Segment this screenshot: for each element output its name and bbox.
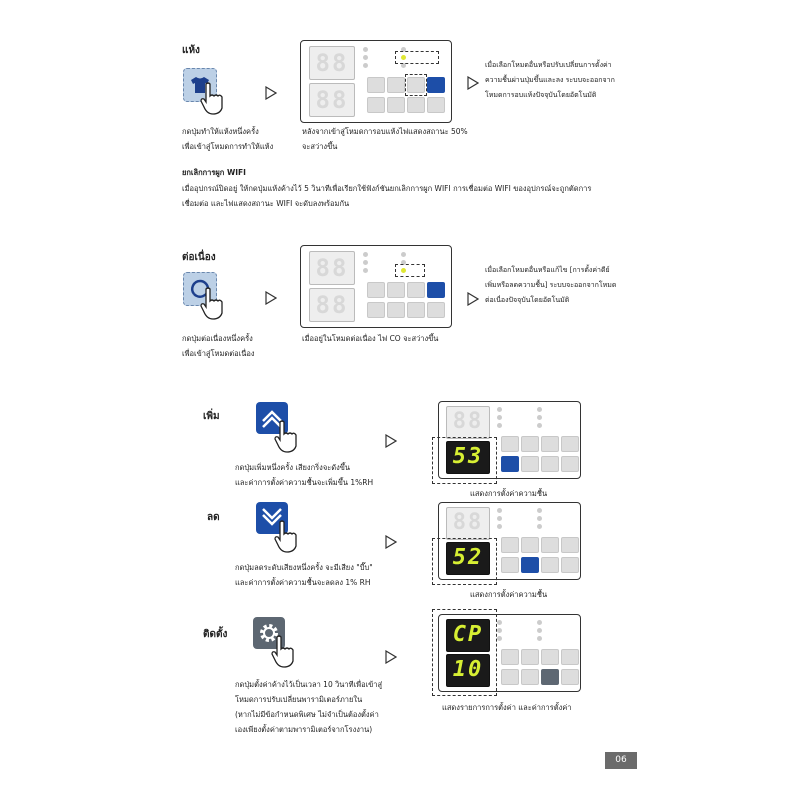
control-panel xyxy=(300,40,452,123)
settings-text xyxy=(235,677,382,737)
settings-caption: แสดงรายการการตั้งค่า และค่าการตั้งค่า xyxy=(442,703,572,712)
dry-after-text xyxy=(302,124,468,154)
text-line: หลังจากเข้าสู่โหมดการอบแห้งไฟแสดงสถานะ 50% xyxy=(302,127,468,136)
temp-display: 88 xyxy=(309,288,355,322)
down-panel-button xyxy=(521,557,539,573)
wifi-text xyxy=(182,181,652,211)
text-line: เพิ่มหรือลดความชื้น] ระบบจะออกจากโหมด xyxy=(485,281,617,289)
arrow-right-icon xyxy=(265,86,277,100)
down-title: ลด xyxy=(207,512,220,523)
text-line: กดปุ่มทำให้แห้งหนึ่งครั้ง xyxy=(182,127,259,136)
text-line: เชื่อมต่อ และไฟแสดงสถานะ WIFI จะดับลงพร้อมกัน xyxy=(182,199,350,208)
control-panel xyxy=(300,245,452,328)
dry-title: แห้ง xyxy=(182,45,200,56)
text-line: จะสว่างขึ้น xyxy=(302,142,338,151)
continuous-after-text xyxy=(302,331,438,346)
dry-press-text xyxy=(182,124,273,154)
humidity-display-off: 88 xyxy=(446,406,490,439)
up-panel-button xyxy=(501,456,519,472)
arrow-right-icon xyxy=(385,650,397,664)
dry-note xyxy=(485,58,615,103)
setting-item-display: CP xyxy=(446,619,490,652)
text-line: กดปุ่มตั้งค่าค้างไว้เป็นเวลา 10 วินาทีเพื่อเข้าสู่ xyxy=(235,680,383,689)
continuous-panel-button xyxy=(427,282,445,298)
down-caption: แสดงการตั้งค่าความชื้น xyxy=(470,590,548,599)
continuous-press-text xyxy=(182,331,255,361)
text-line: เมื่ออุปกรณ์ปิดอยู่ ให้กดปุ่มแห้งค้างไว้ 5 วินาทีเพื่อเรียกใช้ฟังก์ชันยกเลิกการผูก WIFI การเชื่อมต่อ WIFI ของอุปกรณ์จะถูกตัดการ xyxy=(182,184,592,193)
text-line: กดปุ่มเพิ่มหนึ่งครั้ง เสียงกริ่งจะดังขึ้น xyxy=(235,463,351,472)
text-line: และค่าการตั้งค่าความชื้นจะเพิ่มขึ้น 1%RH xyxy=(235,478,374,487)
arrow-right-icon xyxy=(467,292,479,306)
text-line: เมื่อเลือกโหมดอื่นหรือปรับเปลี่ยนการตั้งค่า xyxy=(485,61,612,69)
dry-panel-button xyxy=(427,77,445,93)
setting-value-display: 10 xyxy=(446,654,490,687)
text-line: ความชื้นผ่านปุ่มขึ้นและลง ระบบจะออกจาก xyxy=(485,76,615,84)
text-line: เมื่ออยู่ในโหมดต่อเนื่อง ไฟ CO จะสว่างขึ้น xyxy=(302,334,439,343)
down-text xyxy=(235,560,373,590)
hand-pointer-icon xyxy=(198,82,228,116)
arrow-right-icon xyxy=(265,291,277,305)
temp-display: 88 xyxy=(309,83,355,117)
hand-pointer-icon xyxy=(272,520,302,554)
continuous-note xyxy=(485,263,616,308)
text-line: เมื่อเลือกโหมดอื่นหรือแก้ไข [การตั้งค่าดีย์ xyxy=(485,266,610,274)
text-line: ต่อเนื่องปัจจุบันโดยอัตโนมัติ xyxy=(485,296,570,304)
text-line: โหมดการอบแห้งปัจจุบันโดยอัตโนมัติ xyxy=(485,91,597,99)
up-text xyxy=(235,460,373,490)
hand-pointer-icon xyxy=(269,635,299,669)
arrow-right-icon xyxy=(467,76,479,90)
text-line: เองเพียงตั้งค่าตามพารามิเตอร์จากโรงงาน) xyxy=(235,725,373,734)
up-title: เพิ่ม xyxy=(203,411,220,422)
settings-title: ติดตั้ง xyxy=(203,629,228,640)
text-line: กดปุ่มลดระดับเสียงหนึ่งครั้ง จะมีเสียง "บี๊บ" xyxy=(235,563,373,572)
arrow-right-icon xyxy=(385,434,397,448)
text-line: เพื่อเข้าสู่โหมดต่อเนื่อง xyxy=(182,349,255,358)
humidity-display-off: 88 xyxy=(446,507,490,540)
text-line: กดปุ่มต่อเนื่องหนึ่งครั้ง xyxy=(182,334,253,343)
arrow-right-icon xyxy=(385,535,397,549)
humidity-display: 53 xyxy=(446,441,490,474)
page-number: 06 xyxy=(605,752,637,769)
text-line: เพื่อเข้าสู่โหมดการทำให้แห้ง xyxy=(182,142,274,151)
text-line: โหมดการปรับเปลี่ยนพารามิเตอร์ภายใน xyxy=(235,695,363,704)
humidity-display: 52 xyxy=(446,542,490,575)
hand-pointer-icon xyxy=(198,287,228,321)
humidity-display: 88 xyxy=(309,251,355,285)
hand-pointer-icon xyxy=(272,420,302,454)
up-caption: แสดงการตั้งค่าความชื้น xyxy=(470,489,548,498)
text-line: (หากไม่มีข้อกำหนดพิเศษ ไม่จำเป็นต้องตั้งค่า xyxy=(235,710,379,719)
humidity-display: 88 xyxy=(309,46,355,80)
wifi-title: ยกเลิกการผูก WIFI xyxy=(182,168,246,177)
text-line: และค่าการตั้งค่าความชื้นจะลดลง 1% RH xyxy=(235,578,371,587)
continuous-title: ต่อเนื่อง xyxy=(182,252,216,263)
settings-panel-button xyxy=(541,669,559,685)
